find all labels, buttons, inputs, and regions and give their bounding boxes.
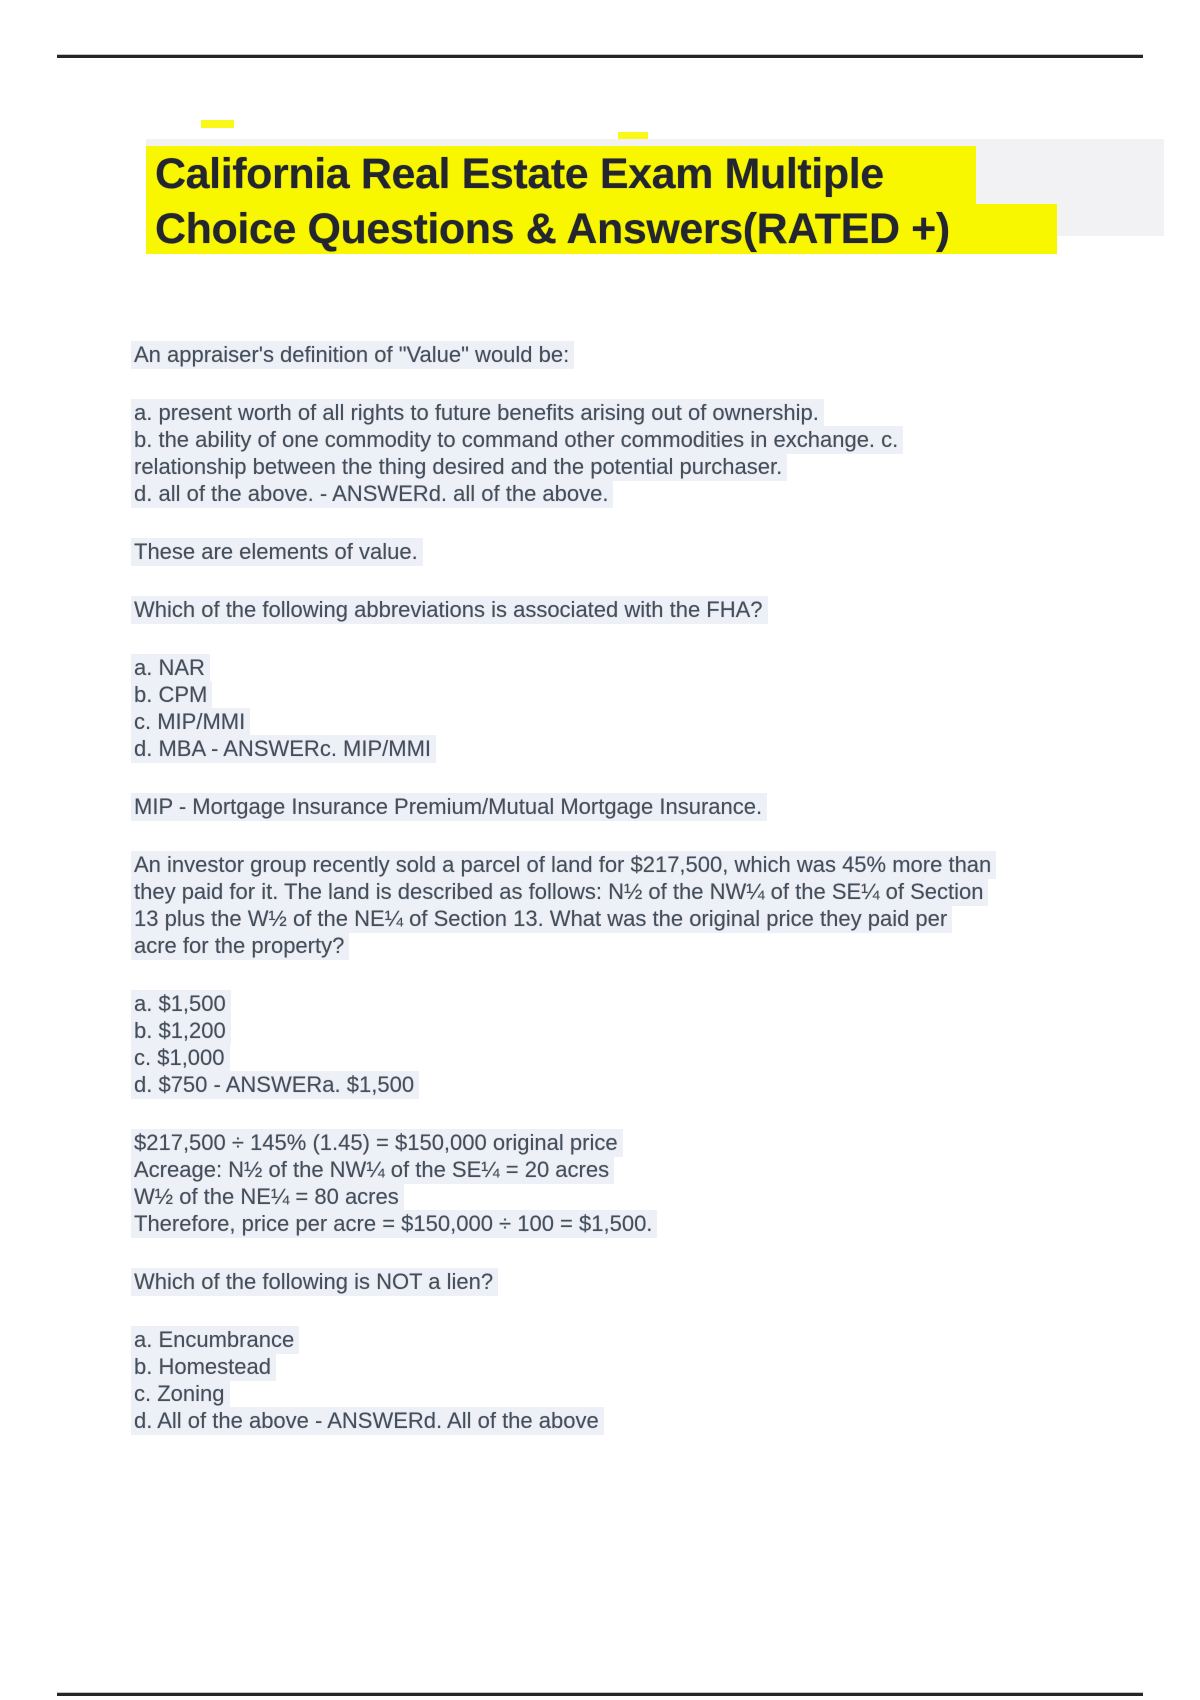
document-title-line1: California Real Estate Exam Multiple — [155, 150, 884, 198]
text-line: acre for the property? — [134, 932, 1144, 959]
paragraph — [134, 596, 1144, 623]
document-title-line2: Choice Questions & Answers(RATED +) — [155, 205, 950, 253]
text-line: An appraiser's definition of "Value" would be: — [134, 341, 1144, 368]
paragraph — [134, 793, 1144, 820]
paragraph — [134, 851, 1144, 959]
text-line: b. $1,200 — [134, 1017, 1144, 1044]
text-line: a. NAR — [134, 654, 1144, 681]
text-line: b. CPM — [134, 681, 1144, 708]
text-line: d. $750 - ANSWERa. $1,500 — [134, 1071, 1144, 1098]
text-line: d. MBA - ANSWERc. MIP/MMI — [134, 735, 1144, 762]
text-line: relationship between the thing desired and the potential purchaser. — [134, 453, 1144, 480]
text-line: 13 plus the W½ of the NE¼ of Section 13. What was the original price they paid per — [134, 905, 1144, 932]
paragraph — [134, 538, 1144, 565]
text-line: b. the ability of one commodity to command other commodities in exchange. c. — [134, 426, 1144, 453]
text-line: c. Zoning — [134, 1380, 1144, 1407]
text-line: d. all of the above. - ANSWERd. all of the above. — [134, 480, 1144, 507]
paragraph — [134, 990, 1144, 1098]
text-line: a. $1,500 — [134, 990, 1144, 1017]
text-line: Which of the following abbreviations is associated with the FHA? — [134, 596, 1144, 623]
paragraph — [134, 1129, 1144, 1237]
text-line: b. Homestead — [134, 1353, 1144, 1380]
text-line: W½ of the NE¼ = 80 acres — [134, 1183, 1144, 1210]
document-body — [134, 341, 1144, 1465]
text-line: An investor group recently sold a parcel of land for $217,500, which was 45% more than — [134, 851, 1144, 878]
text-line: a. Encumbrance — [134, 1326, 1144, 1353]
highlight-artifact — [201, 120, 234, 128]
paragraph — [134, 654, 1144, 762]
top-rule — [57, 55, 1143, 58]
paragraph — [134, 1326, 1144, 1434]
paragraph — [134, 341, 1144, 368]
paragraph — [134, 1268, 1144, 1295]
text-line: $217,500 ÷ 145% (1.45) = $150,000 original price — [134, 1129, 1144, 1156]
text-line: Which of the following is NOT a lien? — [134, 1268, 1144, 1295]
text-line: These are elements of value. — [134, 538, 1144, 565]
text-line: c. MIP/MMI — [134, 708, 1144, 735]
text-line: MIP - Mortgage Insurance Premium/Mutual Mortgage Insurance. — [134, 793, 1144, 820]
text-line: c. $1,000 — [134, 1044, 1144, 1071]
text-line: Therefore, price per acre = $150,000 ÷ 100 = $1,500. — [134, 1210, 1144, 1237]
bottom-rule — [57, 1693, 1143, 1696]
text-line: they paid for it. The land is described as follows: N½ of the NW¼ of the SE¼ of Section — [134, 878, 1144, 905]
text-line: d. All of the above - ANSWERd. All of the above — [134, 1407, 1144, 1434]
paragraph — [134, 399, 1144, 507]
text-line: a. present worth of all rights to future benefits arising out of ownership. — [134, 399, 1144, 426]
text-line: Acreage: N½ of the NW¼ of the SE¼ = 20 acres — [134, 1156, 1144, 1183]
